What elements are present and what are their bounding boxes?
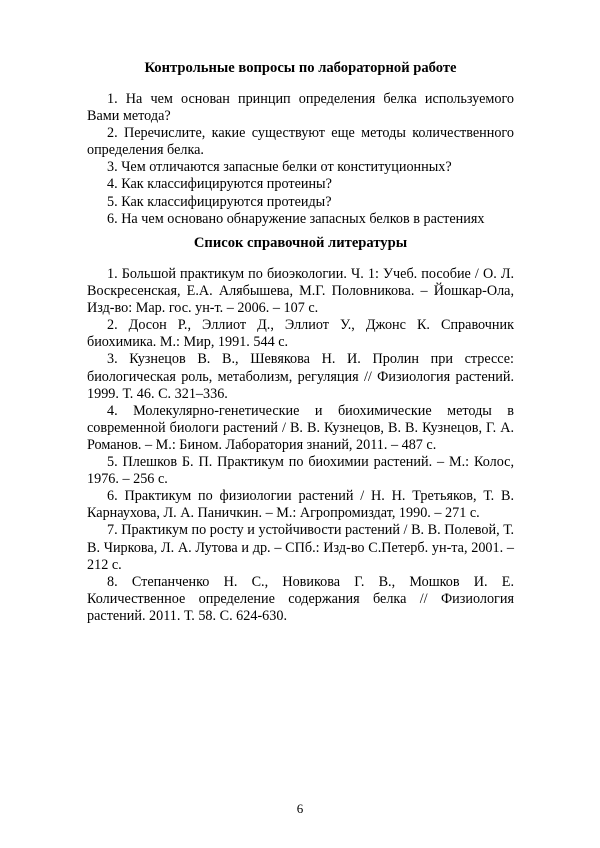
reference-item: 4. Молекулярно-генетические и биохимические методы в современной биологи растений / В. В. Кузнецов, В. В. Кузнецов, Г. А. Романов. – М.: Бином. Лаборатория знаний, 2011. – 487 с. xyxy=(87,402,514,453)
questions-heading: Контрольные вопросы по лабораторной работе xyxy=(144,60,457,76)
reference-item: 8. Степанченко Н. С., Новикова Г. В., Мошков И. Е. Количественное определение содержания белка // Физиология растений. 2011. Т. 58. С. 624-630. xyxy=(87,573,514,624)
references-heading: Список справочной литературы xyxy=(193,235,408,251)
question-item: 4. Как классифицируются протеины? xyxy=(107,176,332,193)
references-list xyxy=(87,266,514,625)
question-item: 6. На чем основано обнаружение запасных белков в растениях xyxy=(107,210,485,227)
reference-item: 6. Практикум по физиологии растений / Н. Н. Третьяков, Т. В. Карнаухова, Л. А. Паничкин. – М.: Агропромиздат, 1990. – 271 с. xyxy=(87,488,514,522)
reference-item: 2. Досон Р., Эллиот Д., Эллиот У., Джонс К. Справочник биохимика. М.: Мир, 1991. 544 с. xyxy=(87,317,514,351)
question-item: 1. На чем основан принцип определения белка используемого Вами метода? xyxy=(87,91,514,125)
reference-item: 7. Практикум по росту и устойчивости растений / В. В. Полевой, Т. В. Чиркова, Л. А. Лутова и др. – СПб.: Изд-во С.Петерб. ун-та, 2001. – 212 с. xyxy=(87,522,514,573)
reference-item: 3. Кузнецов В. В., Шевякова Н. И. Пролин при стрессе: биологическая роль, метаболизм, регуляция // Физиология растений. 1999. Т. 46. С. 321–336. xyxy=(87,351,514,402)
page-number: 6 xyxy=(296,801,304,816)
questions-list xyxy=(87,91,514,228)
question-item: 5. Как классифицируются протеиды? xyxy=(107,193,332,210)
reference-item: 5. Плешков Б. П. Практикум по биохимии растений. – М.: Колос, 1976. – 256 с. xyxy=(87,454,514,488)
reference-item: 1. Большой практикум по биоэкологии. Ч. 1: Учеб. пособие / О. Л. Воскресенская, Е.А. Алябышева, М.Г. Половникова. – Йошкар-Ола, Изд-во: Мар. гос. ун-т. – 2006. – 107 с. xyxy=(87,266,514,317)
question-item: 2. Перечислите, какие существуют еще методы количественного определения белка. xyxy=(87,125,514,159)
question-item: 3. Чем отличаются запасные белки от конституционных? xyxy=(107,159,452,176)
